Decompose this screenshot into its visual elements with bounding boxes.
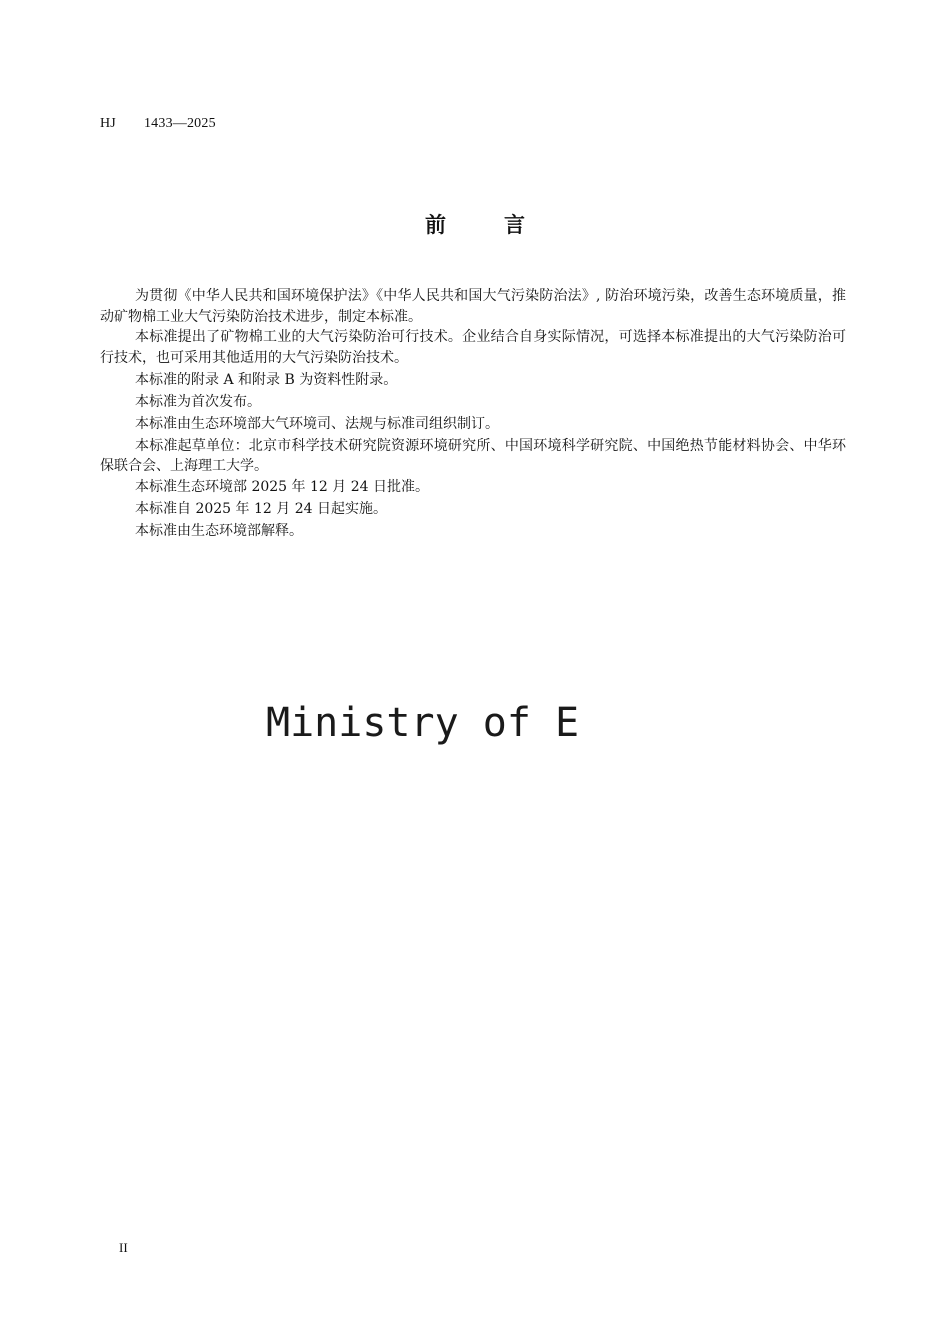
paragraph: 本标准自 2025 年 12 月 24 日起实施。 bbox=[135, 500, 387, 517]
paragraph: 本标准由生态环境部解释。 bbox=[135, 522, 303, 539]
title-char-2: 言 bbox=[504, 213, 525, 237]
paragraph: 本标准提出了矿物棉工业的大气污染防治可行技术。企业结合自身实际情况，可选择本标准提出的大气污染防治可行技术，也可采用其他适用的大气污染防治技术。 bbox=[100, 329, 846, 366]
paragraph: 本标准起草单位：北京市科学技术研究院资源环境研究所、中国环境科学研究院、中国绝热节能材料协会、中华环保联合会、上海理工大学。 bbox=[100, 437, 846, 474]
standard-code: HJ bbox=[100, 116, 116, 131]
document-header bbox=[100, 116, 216, 132]
section-title bbox=[0, 209, 950, 239]
paragraph: 本标准的附录 A 和附录 B 为资料性附录。 bbox=[135, 371, 398, 388]
paragraph: 本标准为首次发布。 bbox=[135, 393, 261, 410]
page-number: II bbox=[119, 1240, 128, 1255]
paragraph: 本标准由生态环境部大气环境司、法规与标准司组织制订。 bbox=[135, 415, 499, 432]
paragraph: 本标准生态环境部 2025 年 12 月 24 日批准。 bbox=[135, 478, 429, 495]
standard-number: 1433—2025 bbox=[143, 116, 216, 131]
paragraph: 为贯彻《中华人民共和国环境保护法》《中华人民共和国大气污染防治法》, 防治环境污染，改善生态环境质量，推动矿物棉工业大气污染防治技术进步，制定本标准。 bbox=[100, 288, 846, 325]
watermark-text: Ministry of E bbox=[266, 700, 580, 746]
foreword-body bbox=[100, 286, 846, 541]
title-char-1: 前 bbox=[425, 213, 446, 237]
